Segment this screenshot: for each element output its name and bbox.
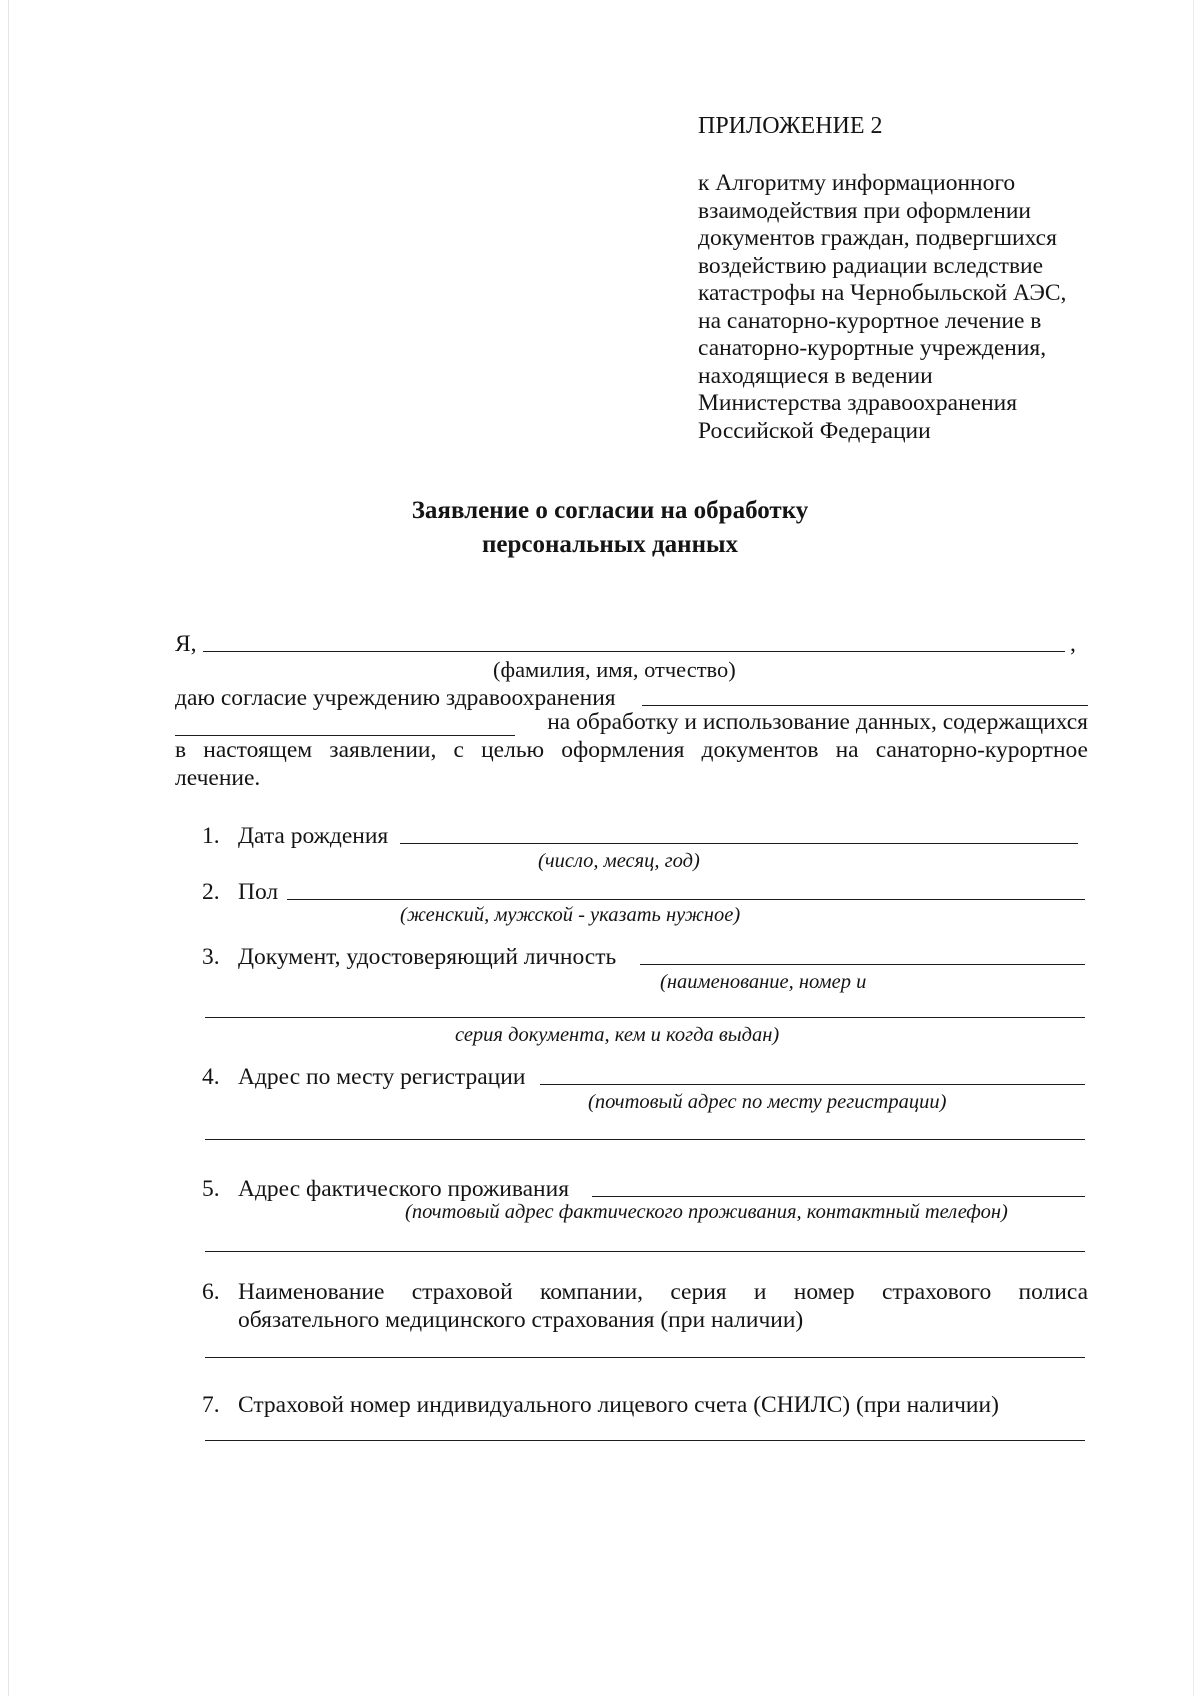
- identity-document-hint-1: (наименование, номер и: [660, 971, 867, 993]
- document-title: [300, 494, 920, 562]
- item-number: 1.: [202, 823, 220, 849]
- identity-document-field-line-1[interactable]: [640, 964, 1085, 965]
- annex-line: Министерства здравоохранения: [698, 390, 1018, 416]
- title-line-1: Заявление о согласии на обработку: [411, 497, 809, 524]
- i-prefix: Я,: [175, 631, 197, 657]
- annex-line: катастрофы на Чернобыльской АЭС,: [698, 280, 1067, 306]
- actual-address-field-line-1[interactable]: [592, 1196, 1085, 1197]
- annex-title: ПРИЛОЖЕНИЕ 2: [698, 113, 883, 139]
- processing-text: на обработку и использование данных, содержащихся: [547, 709, 1088, 735]
- birth-date-label: Дата рождения: [238, 823, 389, 849]
- annex-line: воздействию радиации вследствие: [698, 252, 1044, 279]
- institution-field-line-1[interactable]: [642, 705, 1088, 706]
- insurance-field-line[interactable]: [205, 1357, 1085, 1358]
- gender-label: Пол: [238, 879, 279, 905]
- identity-document-hint-2: серия документа, кем и когда выдан): [455, 1024, 780, 1046]
- annex-description: [698, 170, 1128, 445]
- fio-field-line[interactable]: [203, 651, 1065, 652]
- registration-address-label: Адрес по месту регистрации: [238, 1064, 526, 1090]
- item-number: 7.: [202, 1392, 220, 1418]
- identity-document-label: Документ, удостоверяющий личность: [238, 944, 617, 970]
- annex-line: находящиеся в ведении: [698, 362, 933, 389]
- item-number: 3.: [202, 944, 220, 970]
- insurance-label-line-1: Наименование страховой компании, серия и номер страхового полиса: [238, 1279, 1088, 1305]
- annex-line: взаимодействия при оформлении: [698, 197, 1032, 224]
- i-suffix: ,: [1070, 631, 1076, 657]
- title-line-2: персональных данных: [481, 531, 739, 558]
- annex-line: Российской Федерации: [698, 417, 931, 444]
- item-number: 4.: [202, 1064, 220, 1090]
- actual-address-field-line-2[interactable]: [205, 1251, 1085, 1252]
- gender-hint: (женский, мужской - указать нужное): [400, 904, 741, 926]
- annex-line: к Алгоритму информационного: [698, 170, 1016, 196]
- purpose-text-line-2: лечение.: [175, 765, 261, 791]
- identity-document-field-line-2[interactable]: [205, 1017, 1085, 1018]
- registration-address-field-line-2[interactable]: [205, 1139, 1085, 1140]
- fio-hint: (фамилия, имя, отчество): [493, 657, 736, 682]
- insurance-label-line-2: обязательного медицинского страхования (при наличии): [238, 1307, 804, 1333]
- scan-edge-left: [8, 0, 9, 1696]
- snils-field-line[interactable]: [205, 1440, 1085, 1441]
- actual-address-hint: (почтовый адрес фактического проживания, контактный телефон): [405, 1201, 1008, 1223]
- snils-label: Страховой номер индивидуального лицевого счета (СНИЛС) (при наличии): [238, 1392, 999, 1418]
- actual-address-label: Адрес фактического проживания: [238, 1176, 570, 1202]
- registration-address-hint: (почтовый адрес по месту регистрации): [588, 1091, 947, 1113]
- annex-line: документов граждан, подвергшихся: [698, 225, 1057, 251]
- birth-date-field-line[interactable]: [400, 843, 1078, 844]
- gender-field-line[interactable]: [287, 899, 1085, 900]
- consent-text: даю согласие учреждению здравоохранения: [175, 685, 616, 711]
- registration-address-field-line-1[interactable]: [540, 1084, 1085, 1085]
- annex-line: на санаторно-курортное лечение в: [698, 307, 1042, 334]
- purpose-text-line-1: в настоящем заявлении, с целью оформления документов на санаторно-курортное: [175, 737, 1088, 763]
- item-number: 5.: [202, 1176, 220, 1202]
- item-number: 2.: [202, 879, 220, 905]
- scan-edge-right: [1193, 0, 1194, 1696]
- birth-date-hint: (число, месяц, год): [538, 850, 700, 872]
- annex-line: санаторно-курортные учреждения,: [698, 335, 1047, 361]
- item-number: 6.: [202, 1279, 220, 1305]
